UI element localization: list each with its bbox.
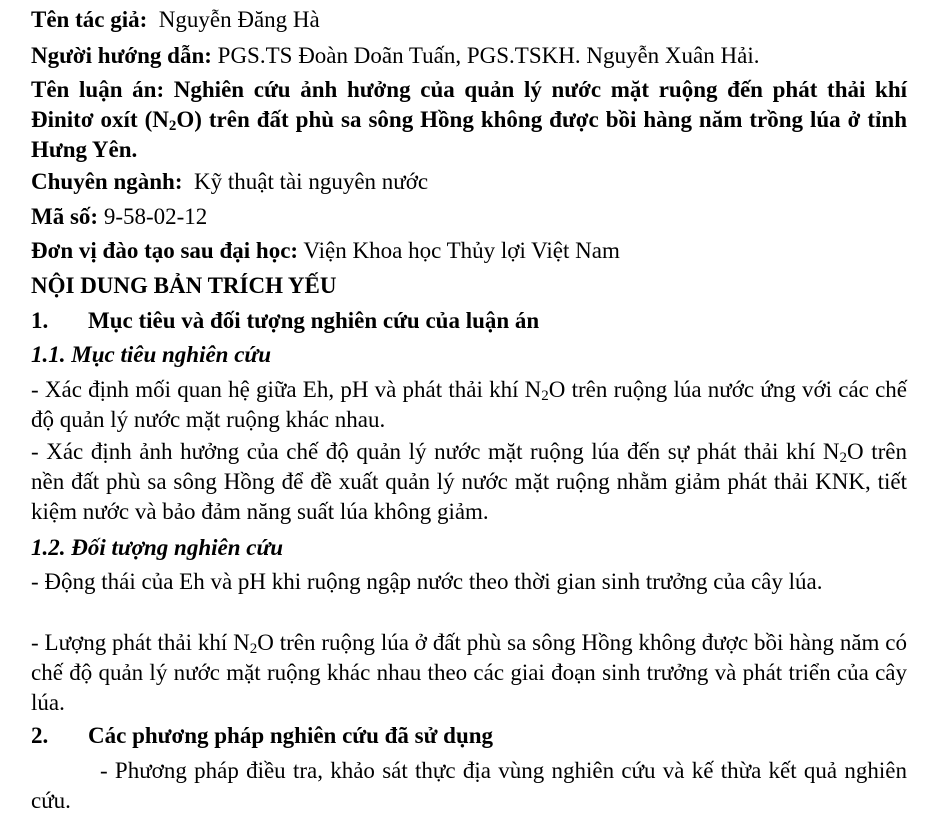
objective-1-part-b: O trên ruộng lúa nước ứng với các chế độ quản lý nước mặt ruộng khác nhau. (31, 377, 907, 432)
section-2-number: 2. (31, 723, 49, 748)
institution-separator: : (290, 238, 299, 263)
objective-paragraph-2 (31, 437, 907, 527)
subject-2-part-b: O trên ruộng lúa ở đất phù sa sông Hồng không được bồi hàng năm có chế độ quản lý nước mặt ruộng khác nhau theo các giai đoạn sinh trưởng và phát triển của cây lúa. (31, 630, 907, 715)
objective-2-subscript: 2 (839, 450, 848, 466)
institution-value: Viện Khoa học Thủy lợi Việt Nam (303, 238, 620, 263)
subsection-1-2-heading: 1.2. Đối tượng nghiên cứu (31, 535, 284, 560)
section-1-heading (31, 306, 907, 336)
institution-line (31, 236, 907, 266)
thesis-title-subscript: 2 (168, 118, 177, 134)
subject-paragraph-2 (31, 628, 907, 718)
author-value: Nguyễn Đăng Hà (158, 7, 320, 32)
major-value: Kỹ thuật tài nguyên nước (193, 169, 429, 194)
methods-paragraph: - Phương pháp điều tra, khảo sát thực địa vùng nghiên cứu và kế thừa kết quả nghiên cứu. (31, 758, 907, 813)
code-line (31, 202, 907, 232)
code-label: Mã số: (31, 204, 99, 229)
thesis-title-part-a: Nghiên cứu ảnh hưởng của quản lý nước mặt ruộng đến phát thải khí Đinitơ oxít (N (31, 77, 908, 132)
objective-paragraph-1 (31, 375, 907, 435)
objective-2-part-a: - Xác định ảnh hưởng của chế độ quản lý nước mặt ruộng lúa đến sự phát thải khí N (31, 439, 840, 464)
subject-2-subscript: 2 (249, 641, 258, 657)
content-heading: NỘI DUNG BẢN TRÍCH YẾU (31, 273, 337, 298)
objective-2-part-b: O trên nền đất phù sa sông Hồng để đề xuất quản lý nước mặt ruộng nhằm giảm phát thải KNK, tiết kiệm nước và bảo đảm năng suất lúa không giảm. (31, 439, 907, 524)
advisor-line (31, 41, 907, 71)
thesis-title-paragraph (31, 75, 907, 165)
advisor-label: Người hướng dẫn: (31, 43, 212, 68)
major-label: Chuyên ngành: (31, 169, 183, 194)
section-2-title: Các phương pháp nghiên cứu đã sử dụng (88, 723, 494, 748)
institution-label: Đơn vị đào tạo sau đại học (31, 238, 291, 263)
section-2-heading (31, 721, 907, 751)
author-line (31, 5, 907, 35)
subject-paragraph-1: - Động thái của Eh và pH khi ruộng ngập nước theo thời gian sinh trưởng của cây lúa. (31, 569, 823, 594)
thesis-label: Tên luận án: (31, 77, 165, 102)
objective-1-subscript: 2 (541, 388, 549, 404)
section-1-number: 1. (31, 308, 49, 333)
author-label: Tên tác giả: (31, 7, 148, 32)
objective-1-part-a: - Xác định mối quan hệ giữa Eh, pH và phát thải khí N (31, 377, 542, 402)
code-value: 9-58-02-12 (103, 204, 208, 229)
major-line (31, 167, 907, 197)
subject-2-part-a: - Lượng phát thải khí N (31, 630, 250, 655)
advisor-value: PGS.TS Đoàn Doãn Tuấn, PGS.TSKH. Nguyễn Xuân Hải. (217, 43, 760, 68)
subsection-1-1-heading: 1.1. Mục tiêu nghiên cứu (31, 342, 271, 367)
thesis-title-part-b: O) trên đất phù sa sông Hồng không được bồi hàng năm trồng lúa ở tỉnh Hưng Yên. (31, 107, 907, 162)
section-1-title: Mục tiêu và đối tượng nghiên cứu của luận án (88, 308, 540, 333)
